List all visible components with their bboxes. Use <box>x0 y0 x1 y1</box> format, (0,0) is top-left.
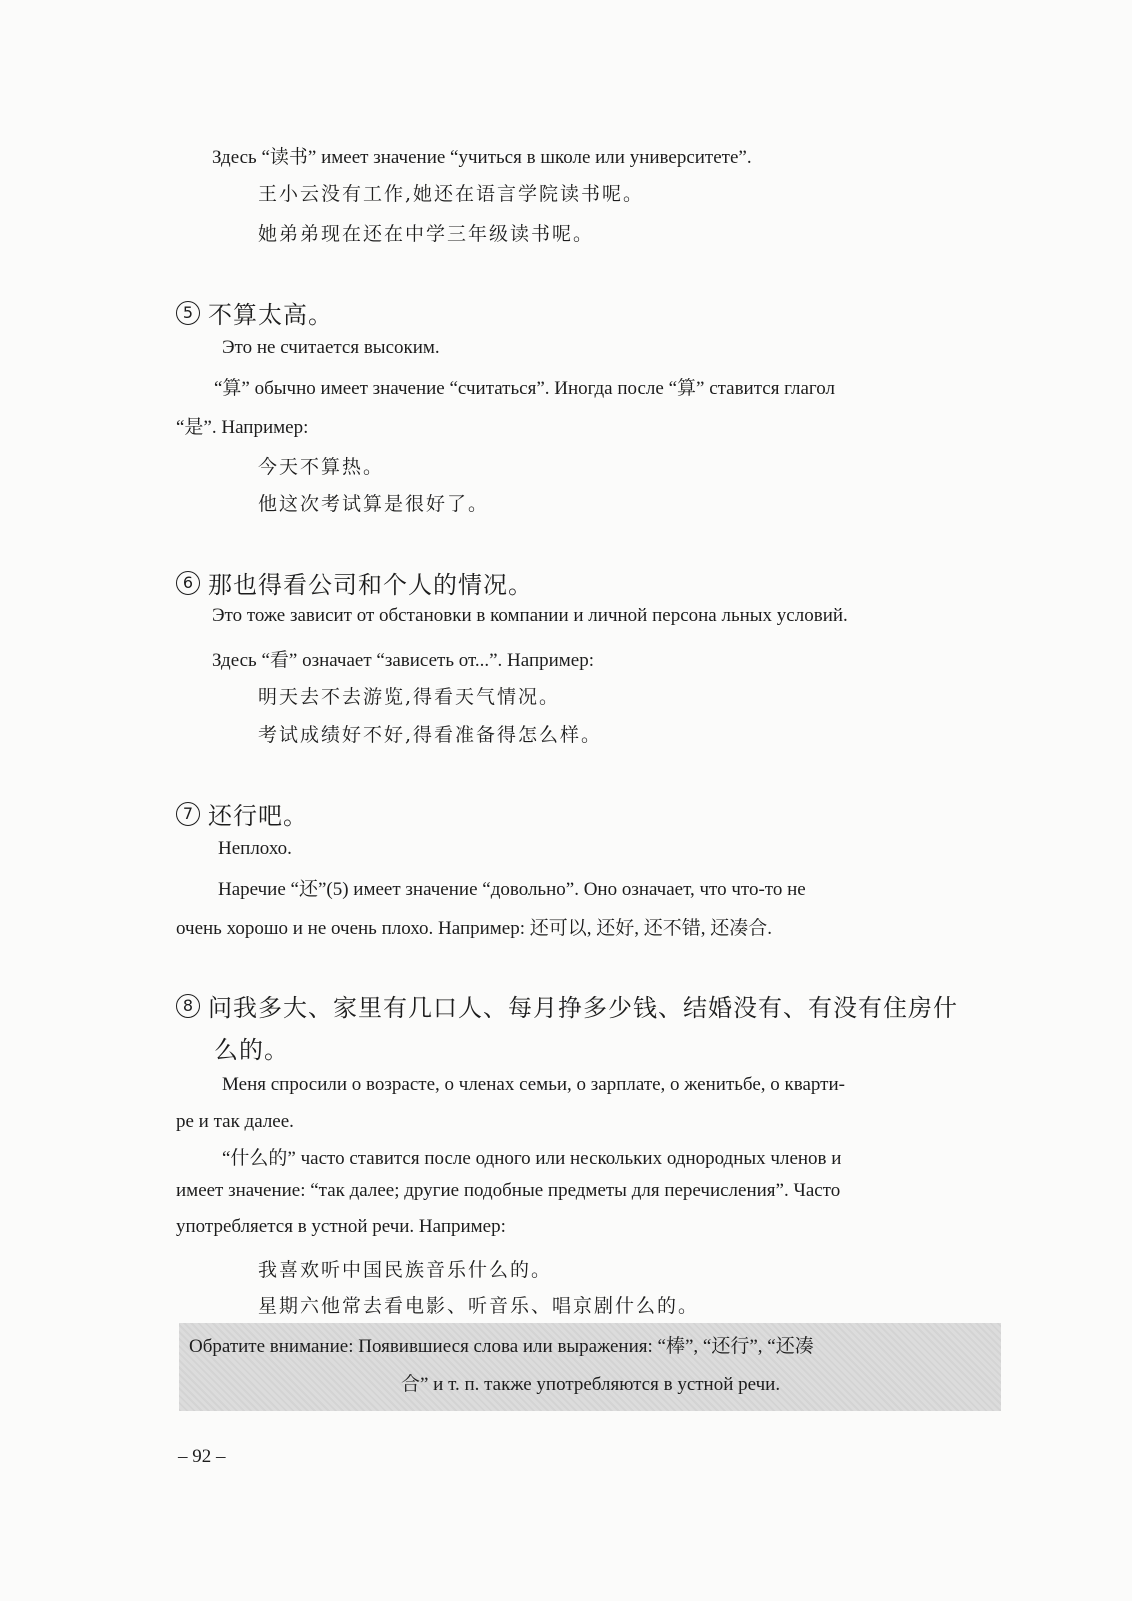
section-heading-8 <box>176 988 958 1023</box>
example-sentence: 明天去不去游览,得看天气情况。 <box>258 686 561 708</box>
note-box <box>179 1323 1001 1411</box>
example-sentence: 今天不算热。 <box>258 456 385 478</box>
note-line: 合” и т. п. также употребляются в устной речи. <box>401 1374 781 1395</box>
example-sentence: 星期六他常去看电影、听音乐、唱京剧什么的。 <box>258 1295 700 1317</box>
circled-number: 7 <box>176 802 200 826</box>
circled-number: 6 <box>176 571 200 595</box>
heading-text: 还行吧。 <box>208 802 308 830</box>
translation: Это не считается высоким. <box>222 337 440 358</box>
example-sentence: 我喜欢听中国民族音乐什么的。 <box>258 1259 553 1281</box>
translation: Меня спросили о возрасте, о членах семьи, о зарплате, о женитьбе, о кварти- <box>222 1074 845 1095</box>
explanation-line: Наречие “还”(5) имеет значение “довольно”. Оно означает, что что-то не <box>218 879 806 900</box>
section-heading-5 <box>176 295 333 330</box>
note-line: Обратите внимание: Появившиеся слова или выражения: “棒”, “还行”, “还凑 <box>189 1336 814 1357</box>
explanation-line: употребляется в устной речи. Например: <box>176 1216 506 1237</box>
heading-text: 那也得看公司和个人的情况。 <box>208 571 533 599</box>
translation: Неплохо. <box>218 838 292 859</box>
explanation-line: “算” обычно имеет значение “считаться”. Иногда после “算” ставится глагол <box>214 378 835 399</box>
explanation-line: очень хорошо и не очень плохо. Например: 还可以, 还好, 还不错, 还凑合. <box>176 918 773 939</box>
explanation-line: имеет значение: “так далее; другие подобные предметы для перечисления”. Часто <box>176 1180 841 1201</box>
translation: ре и так далее. <box>176 1111 294 1132</box>
example-sentence: 他这次考试算是很好了。 <box>258 493 490 515</box>
page-number: – 92 – <box>178 1446 226 1467</box>
example-sentence: 她弟弟现在还在中学三年级读书呢。 <box>258 223 595 245</box>
section-heading-7 <box>176 796 308 831</box>
example-sentence: 考试成绩好不好,得看准备得怎么样。 <box>258 724 603 746</box>
explanation-line: “是”. Например: <box>176 417 309 438</box>
section-heading-6 <box>176 565 533 600</box>
explanation-line: “什么的” часто ставится после одного или нескольких однородных членов и <box>222 1148 842 1169</box>
heading-text: 不算太高。 <box>208 301 333 329</box>
heading-text: 问我多大、家里有几口人、每月挣多少钱、结婚没有、有没有住房什 <box>208 994 958 1022</box>
example-sentence: 王小云没有工作,她还在语言学院读书呢。 <box>258 183 645 205</box>
circled-number: 5 <box>176 301 200 325</box>
translation: Это тоже зависит от обстановки в компании и личной персона льных условий. <box>212 605 848 626</box>
circled-number: 8 <box>176 994 200 1018</box>
section-heading-8-cont <box>214 1030 289 1065</box>
explanation-line: Здесь “看” означает “зависеть от...”. Например: <box>212 650 595 671</box>
intro-line: Здесь “读书” имеет значение “учиться в школе или университете”. <box>212 147 752 168</box>
heading-text: 么的。 <box>214 1036 289 1064</box>
